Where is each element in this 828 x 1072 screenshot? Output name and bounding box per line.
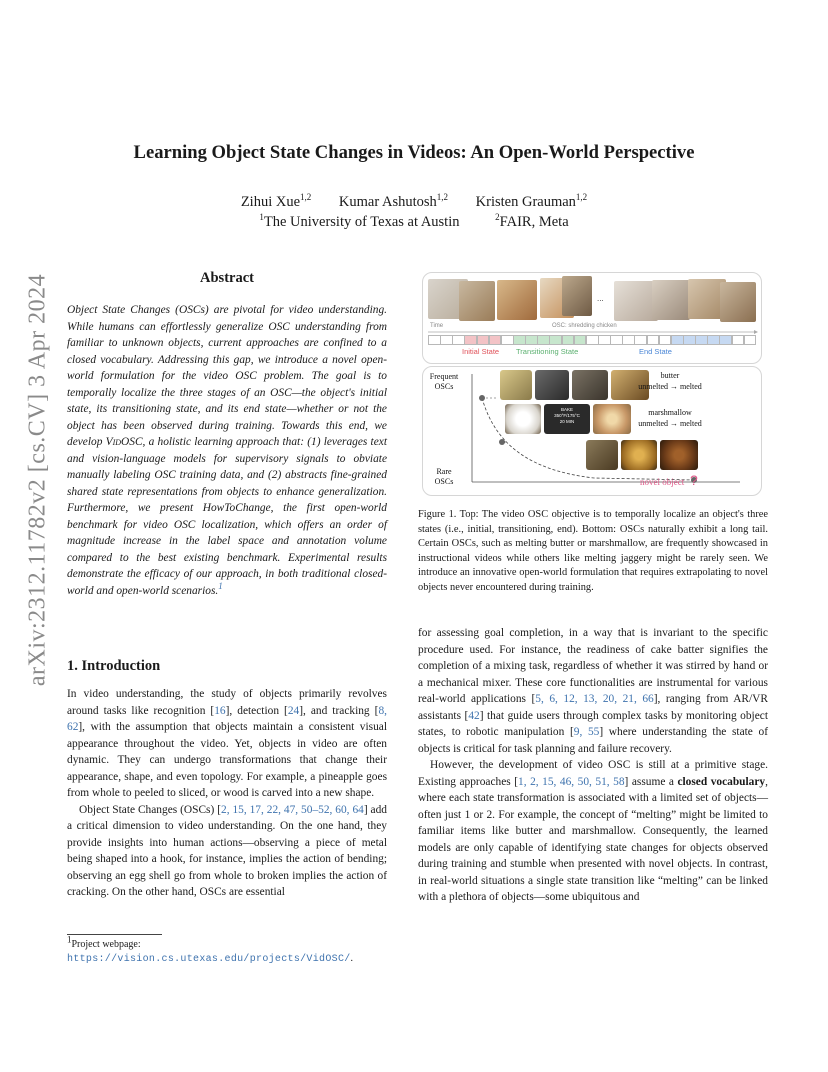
timeline-cell <box>428 335 441 345</box>
timeline-cell <box>574 335 587 345</box>
abstract-body: Object State Changes (OSCs) are pivotal for video understanding. While humans can effortlessly generalize OSC understanding from familiar to unknown objects, current approaches are confined to a closed vocabulary. Addressing this gap, we introduce a novel open-world formulation for the video OSC problem. The goal is to temporally localize the three stages of an OSC—the object's initial state, its transitioning state, and its end state—whether or not the object has been observed during training. Towards this end, we develop VidOSC, a holistic learning approach that: (1) leverages text and vision-language models for supervisory signals to obviate manually labeling OSC training data, and (2) abstracts fine-grained shared state representations from objects to enhance generalization. Furthermore, we present HowToChange, the first open-world benchmark for video OSC localization, which offers an order of magnitude increase in the label space and annotation volume compared to the best existing benchmark. Experimental results demonstrate the efficacy of our approach, in both traditional closed-world and open-world scenarios.$^1$ <box>67 304 387 597</box>
state-timeline <box>428 335 756 345</box>
citation-link[interactable]: 42 <box>468 709 480 722</box>
butter-frame <box>535 370 569 400</box>
citation-link[interactable]: 2, 15, 17, 22, 47, 50–52, 60, 64 <box>221 803 364 816</box>
timeline-cell <box>732 335 745 345</box>
timeline-cell <box>440 335 453 345</box>
citation-link[interactable]: 24 <box>287 704 300 717</box>
paper-title: Learning Object State Changes in Videos: An Open-World Perspective <box>133 142 695 163</box>
novel-object-label: novel object <box>640 477 685 487</box>
timeline-cell <box>671 335 684 345</box>
timeline-cell <box>744 335 757 345</box>
novel-object-frame <box>586 440 618 470</box>
intro-body <box>67 686 387 901</box>
timeline-cell <box>647 335 660 345</box>
author: Kumar Ashutosh$^{1,2}$ <box>338 192 449 210</box>
author-list <box>0 194 828 211</box>
timeline-cell <box>525 335 538 345</box>
video-frame <box>562 276 592 316</box>
citation-link[interactable]: 8, 62 <box>67 704 387 733</box>
frequent-label: Frequent OSCs <box>429 372 459 391</box>
arxiv-id: arXiv:2312.11782v2 [cs.CV] 3 Apr 2024 <box>24 273 51 687</box>
timeline-cell <box>622 335 635 345</box>
butter-name: butter <box>660 371 680 380</box>
timeline-cell <box>659 335 672 345</box>
project-url-link[interactable]: https://vision.cs.utexas.edu/projects/VidOSC/ <box>67 954 351 965</box>
paragraph: Object State Changes (OSCs) [2, 15, 17, 22, 47, 50–52, 60, 64] add a critical dimension to video understanding. On the one hand, they provide insights into human actions—observing a piece of metal being shaped into a hook, for instance, implies the action of bending; observing an egg shell go from whole to broken implies the action of cracking. On the other hand, OSCs are essential <box>67 803 387 898</box>
figure-caption: Figure 1. Top: The video OSC objective is to temporally localize an object's three states (i.e., initial, transitioning, end). Bottom: OSCs naturally exhibit a long tail. Certain OSCs, such as melting butter or marshmallow, are frequently showcased in instructional videos while others like melting jaggery might be rarely seen. We introduce an innovative open-world formulation that requires extrapolating to novel objects never encountered during training. <box>418 509 768 593</box>
butter-frame <box>572 370 608 400</box>
novel-object-frame <box>660 440 698 470</box>
timeline-cell <box>477 335 490 345</box>
timeline-cell <box>695 335 708 345</box>
timeline-cell <box>452 335 465 345</box>
citation-link[interactable]: 9, 55 <box>573 726 600 738</box>
timeline-cell <box>501 335 514 345</box>
affiliation-list <box>0 214 828 231</box>
author: Zihui Xue$^{1,2}$ <box>240 192 312 210</box>
novel-object-frame <box>621 440 657 470</box>
timeline-cell <box>586 335 599 345</box>
rare-label: Rare OSCs <box>434 467 454 486</box>
initial-state-label: Initial State <box>462 347 500 356</box>
timeline-cell <box>489 335 502 345</box>
question-mark: ? <box>690 472 698 488</box>
timeline-cell <box>549 335 562 345</box>
marshmallow-change: unmelted → melted <box>638 419 702 428</box>
timeline-cell <box>707 335 720 345</box>
affiliation: $^1$The University of Texas at Austin <box>259 212 460 230</box>
paragraph: In video understanding, the study of objects primarily revolves around tasks like recognition [16], detection [24], and tracking [8, 62], with the assumption that objects maintain a consistent visual appearance throughout the video. Yet, objects in video are often dynamic. They can undergo transformations that change their appearance, shape, and even topology. For example, a pineapple goes from whole to peeled to sliced, or wood is carved into a new shape. <box>67 688 387 799</box>
timeline-cell <box>513 335 526 345</box>
author: Kristen Grauman$^{1,2}$ <box>475 192 588 210</box>
timeline-cell <box>610 335 623 345</box>
marshmallow-frame <box>505 404 541 434</box>
timeline-cell <box>464 335 477 345</box>
footnote: $^1$Project webpage: https://vision.cs.utexas.edu/projects/VidOSC/. <box>67 934 354 965</box>
video-frame <box>652 280 690 320</box>
video-frame <box>497 280 537 320</box>
marshmallow-name: marshmallow <box>648 408 692 417</box>
butter-change: unmelted → melted <box>638 382 702 391</box>
time-arrow <box>428 330 758 334</box>
footnote-ref[interactable]: 1 <box>218 580 223 591</box>
timeline-cell <box>537 335 550 345</box>
abstract-heading: Abstract <box>200 270 254 286</box>
footnote-divider <box>67 934 162 935</box>
bake-sign-text: BAKE 350°F/175°C 20 MIN <box>554 407 580 424</box>
citation-link[interactable]: 5, 6, 12, 13, 20, 21, 66 <box>535 693 654 705</box>
paragraph: for assessing goal completion, in a way that is invariant to the specific procedure used. For instance, the readiness of cake batter signifies the completion of a mixing task, regardless of whether it was stirred by hand or a mechanical mixer. These core functionalities are instrumental for various real-world applications [5, 6, 12, 13, 20, 21, 66], ranging from AR/VR assistants [42] that guide users through complex tasks by monitoring object states, to robotic manipulation [9, 55] where understanding the state of objects is critical for task planning and failure recovery. <box>418 627 769 755</box>
timeline-cell <box>634 335 647 345</box>
ellipsis: ... <box>597 294 604 303</box>
paragraph: However, the development of video OSC is still at a primitive stage. Existing approaches [1, 2, 15, 46, 50, 51, 58] assume a closed vocabulary, where each state transformation is associated with a limited set of objects—often just 1 or 2. For example, the concept of “melting” might be limited to familiar items like butter and marshmallow. Consequently, the learned models are only capable of identifying state changes for objects observed during training and stumble when presented with novel objects. In contrast, in real-world situations a single state transition like “melting” can be linked with a plethora of objects—some ubiquitous and <box>418 759 768 903</box>
timeline-cell <box>562 335 575 345</box>
method-name: VidOSC <box>105 436 143 448</box>
butter-frame <box>500 370 532 400</box>
osc-label: OSC: shredding chicken <box>552 323 617 329</box>
timeline-cell <box>683 335 696 345</box>
transitioning-state-label: Transitioning State <box>516 347 579 356</box>
time-axis-label: Time <box>430 323 444 329</box>
affiliation: $^2$FAIR, Meta <box>495 212 569 230</box>
right-column-body <box>418 625 768 906</box>
timeline-cell <box>719 335 732 345</box>
video-frame <box>459 281 495 321</box>
citation-link[interactable]: 1, 2, 15, 46, 50, 51, 58 <box>518 775 625 788</box>
timeline-cell <box>598 335 611 345</box>
section-heading: 1. Introduction <box>67 658 161 674</box>
citation-link[interactable]: 16 <box>214 704 226 717</box>
end-state-label: End State <box>639 347 672 356</box>
video-frame <box>720 282 756 322</box>
